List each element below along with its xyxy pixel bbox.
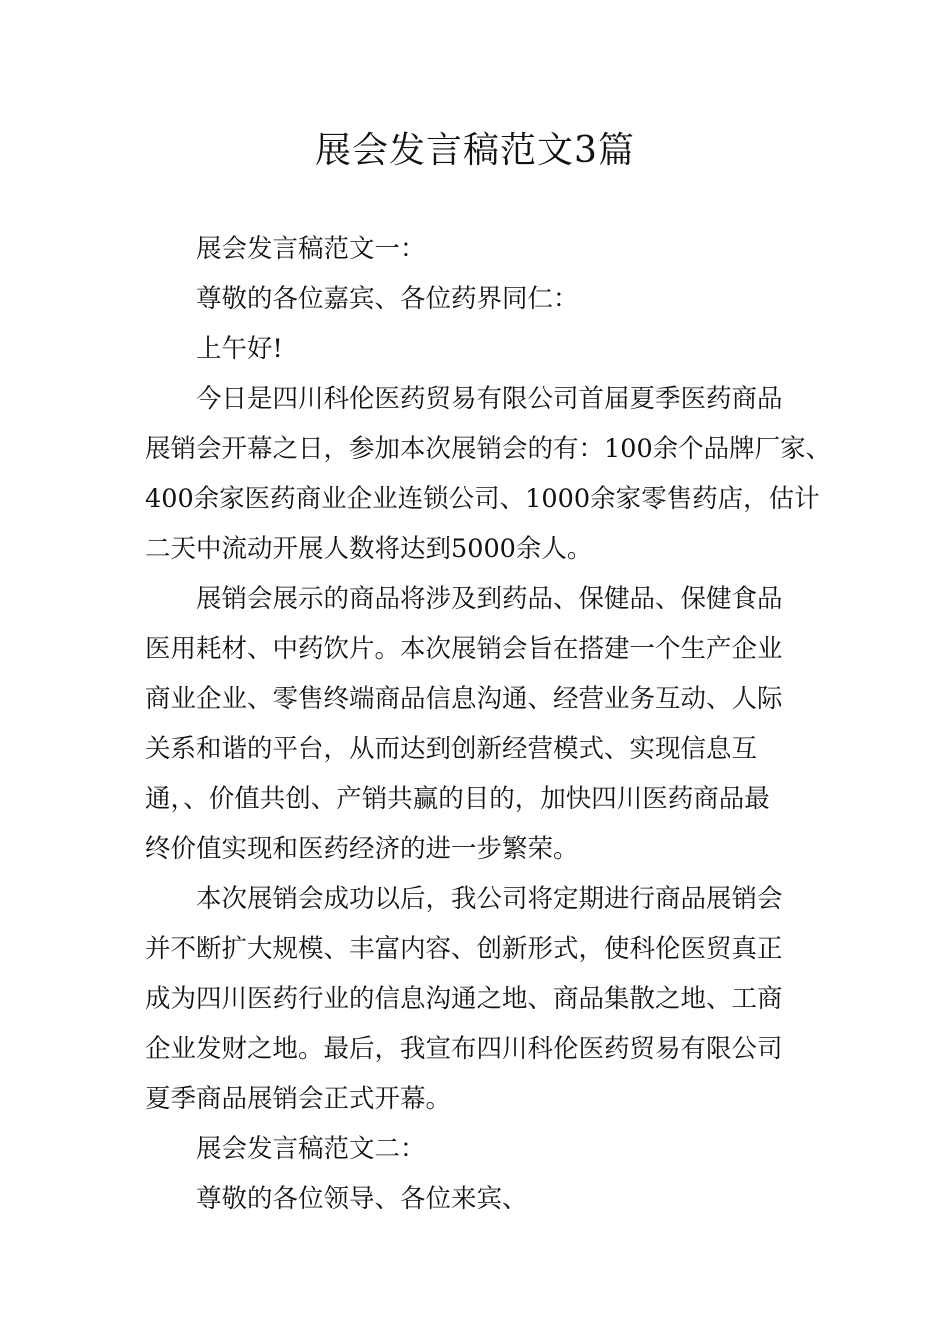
paragraph-line: 并不断扩大规模、丰富内容、创新形式，使科伦医贸真正 <box>145 934 783 964</box>
paragraph-line: 关系和谐的平台，从而达到创新经营模式、实现信息互 <box>145 734 758 764</box>
salutation-1: 尊敬的各位嘉宾、各位药界同仁： <box>196 284 579 314</box>
salutation-2: 尊敬的各位领导、各位来宾、 <box>196 1184 528 1214</box>
paragraph-line: 今日是四川科伦医药贸易有限公司首届夏季医药商品 <box>196 384 783 414</box>
section-heading-1: 展会发言稿范文一： <box>196 234 426 264</box>
paragraph-line: 企业发财之地。最后，我宣布四川科伦医药贸易有限公司 <box>145 1034 783 1064</box>
document-body <box>145 224 832 1224</box>
paragraph-line: 展销会开幕之日，参加本次展销会的有：100余个品牌厂家、 <box>145 434 832 464</box>
paragraph-line: 400余家医药商业企业连锁公司、1000余家零售药店，估计 <box>145 484 820 514</box>
paragraph-line: 商业企业、零售终端商品信息沟通、经营业务互动、人际 <box>145 684 783 714</box>
paragraph-line: 终价值实现和医药经济的进一步繁荣。 <box>145 834 579 864</box>
paragraph-line: 医用耗材、中药饮片。本次展销会旨在搭建一个生产企业 <box>145 634 783 664</box>
paragraph-line: 夏季商品展销会正式开幕。 <box>145 1084 452 1114</box>
paragraph-line: 本次展销会成功以后，我公司将定期进行商品展销会 <box>196 884 783 914</box>
paragraph-line: 展销会展示的商品将涉及到药品、保健品、保健食品 <box>196 584 783 614</box>
greeting: 上午好! <box>196 334 283 364</box>
paragraph-line: 二天中流动开展人数将达到5000余人。 <box>145 534 593 564</box>
paragraph-line: 通，、价值共创、产销共赢的目的，加快四川医药商品最 <box>145 784 770 814</box>
document-title: 展会发言稿范文3篇 <box>315 130 635 171</box>
paragraph-line: 成为四川医药行业的信息沟通之地、商品集散之地、工商 <box>145 984 783 1014</box>
section-heading-2: 展会发言稿范文二： <box>196 1134 426 1164</box>
